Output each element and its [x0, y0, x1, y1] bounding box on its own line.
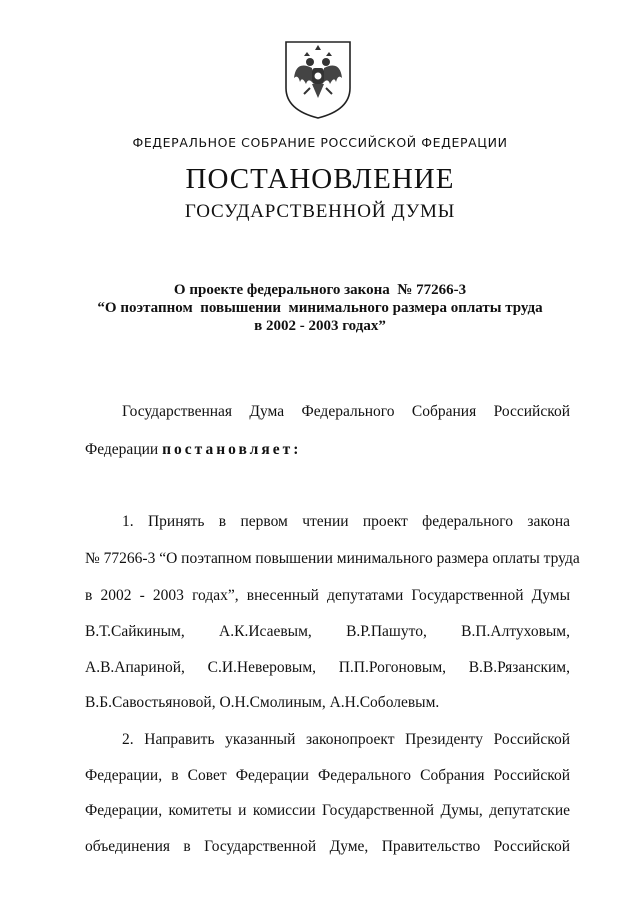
preamble-text: Федерации [85, 441, 163, 458]
organization-name: ФЕДЕРАЛЬНОЕ СОБРАНИЕ РОССИЙСКОЙ ФЕДЕРАЦИИ [132, 135, 508, 150]
heading-line-2: “О поэтапном повышении минимального размера оплаты труда [97, 300, 543, 316]
heading-line-3: в 2002 - 2003 годах” [254, 318, 386, 334]
item1-line-5: А.В.Апариной, С.И.Неверовым, П.П.Рогоновым, В.В.Рязанским, [85, 659, 570, 676]
emblem [282, 38, 354, 120]
item1-line-4: В.Т.Сайкиным, А.К.Исаевым, В.Р.Пашуто, В.П.Алтуховым, [85, 623, 570, 640]
document-type: ПОСТАНОВЛЕНИЕ [185, 163, 455, 195]
item1-line-3: в 2002 - 2003 годах”, внесенный депутатами Государственной Думы [85, 587, 570, 604]
item1-line-1: 1. Принять в первом чтении проект федерального закона [122, 513, 570, 530]
item2-line-1: 2. Направить указанный законопроект Президенту Российской [122, 731, 570, 748]
item1-line-2: № 77266-3 “О поэтапном повышении минимального размера оплаты труда [85, 550, 580, 567]
item1-line-6: В.Б.Савостьяновой, О.Н.Смолиным, А.Н.Соболевым. [85, 694, 440, 711]
decree-word: постановляет: [162, 441, 302, 458]
russian-coat-of-arms-icon [282, 38, 354, 120]
document-heading [0, 281, 640, 335]
preamble-line-2 [85, 441, 570, 459]
issuer-name: ГОСУДАРСТВЕННОЙ ДУМЫ [184, 201, 456, 222]
item2-line-3: Федерации, комитеты и комиссии Государственной Думы, депутатские [85, 802, 570, 819]
item2-line-2: Федерации, в Совет Федерации Федерального Собрания Российской [85, 767, 570, 784]
item2-line-4: объединения в Государственной Думе, Правительство Российской [85, 838, 570, 855]
heading-line-1: О проекте федерального закона № 77266-3 [173, 282, 467, 298]
preamble-line-1: Государственная Дума Федерального Собрания Российской [122, 403, 570, 420]
